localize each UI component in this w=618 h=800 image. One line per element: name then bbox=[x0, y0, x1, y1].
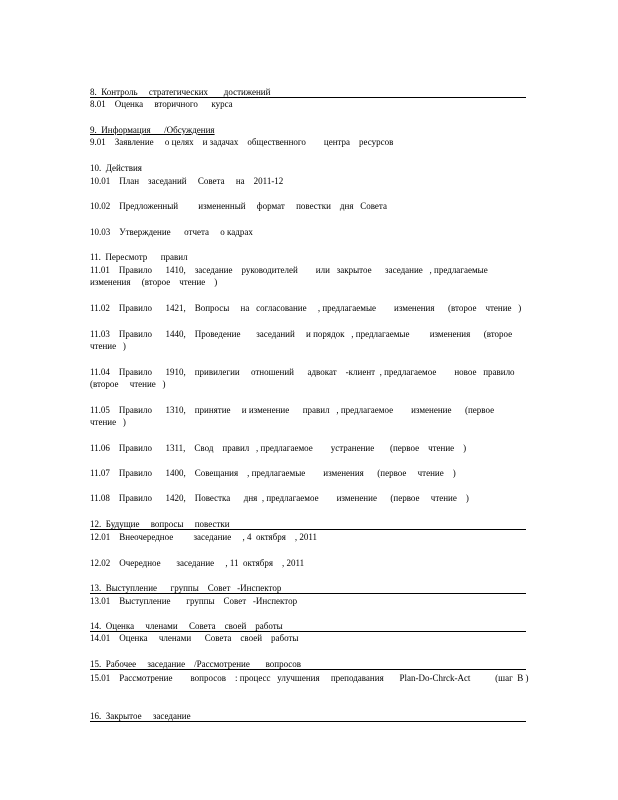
agenda-item-l1103b: чтение ) bbox=[90, 341, 126, 351]
agenda-item-l1108: 11.08 Правило 1420, Повестка дня , предлагаемое изменение (первое чтение ) bbox=[90, 493, 469, 503]
section-heading-sec15: 15. Рабочее заседание /Рассмотрение вопросов bbox=[90, 659, 526, 670]
agenda-item-l1103a: 11.03 Правило 1440, Проведение заседаний и порядок , предлагаемые изменения (второе bbox=[90, 329, 513, 339]
agenda-item-l1107: 11.07 Правило 1400, Совещания , предлагаемые изменения (первое чтение ) bbox=[90, 468, 456, 478]
section-heading-sec16: 16. Закрытое заседание bbox=[90, 711, 526, 722]
agenda-item-l1104a: 11.04 Правило 1910, привилегии отношений адвокат -клиент , предлагаемое новое правило bbox=[90, 367, 515, 377]
section-heading-sec12: 12. Будущие вопросы повестки bbox=[90, 519, 526, 530]
agenda-item-l1501: 15.01 Рассмотрение вопросов : процесс улучшения преподавания Plan-Do-Chrck-Act (шаг B ) bbox=[90, 673, 529, 683]
agenda-item-l1202: 12.02 Очередное заседание , 11 октября , 2011 bbox=[90, 558, 305, 568]
agenda-item-l801: 8.01 Оценка вторичного курса bbox=[90, 99, 233, 109]
agenda-item-l1101b: изменения (второе чтение ) bbox=[90, 277, 218, 287]
agenda-item-l1102: 11.02 Правило 1421, Вопросы на согласование , предлагаемые изменения (второе чтение ) bbox=[90, 303, 522, 313]
agenda-item-l1401: 14.01 Оценка членами Совета своей работы bbox=[90, 633, 299, 643]
agenda-item-l1104b: (второе чтение ) bbox=[90, 379, 166, 389]
agenda-item-l1001: 10.01 План заседаний Совета на 2011-12 bbox=[90, 176, 284, 186]
section-heading-sec11: 11. Пересмотр правил bbox=[90, 252, 188, 262]
agenda-item-l1003: 10.03 Утверждение отчета о кадрах bbox=[90, 227, 253, 237]
section-heading-sec13: 13. Выступление группы Совет -Инспектор bbox=[90, 583, 526, 594]
section-heading-sec8: 8. Контроль стратегических достижений bbox=[90, 87, 526, 98]
agenda-item-l1301: 13.01 Выступление группы Совет -Инспектор bbox=[90, 596, 298, 606]
agenda-item-l1105a: 11.05 Правило 1310, принятие и изменение правил , предлагаемое изменение (первое bbox=[90, 405, 495, 415]
agenda-item-l1002: 10.02 Предложенный измененный формат повестки дня Совета bbox=[90, 201, 387, 211]
section-heading-sec10: 10. Действия bbox=[90, 163, 142, 173]
agenda-item-l901: 9.01 Заявление о целях и задачах общественного центра ресурсов bbox=[90, 137, 394, 147]
section-heading-sec14: 14. Оценка членами Совета своей работы bbox=[90, 621, 526, 632]
section-heading-sec9: 9. Информация /Обсуждения bbox=[90, 125, 215, 135]
agenda-item-l1101a: 11.01 Правило 1410, заседание руководителей или закрытое заседание , предлагаемые bbox=[90, 265, 488, 275]
agenda-item-l1201: 12.01 Внеочередное заседание , 4 октября , 2011 bbox=[90, 532, 318, 542]
agenda-item-l1106: 11.06 Правило 1311, Свод правил , предлагаемое устранение (первое чтение ) bbox=[90, 443, 467, 453]
agenda-item-l1105b: чтение ) bbox=[90, 417, 126, 427]
